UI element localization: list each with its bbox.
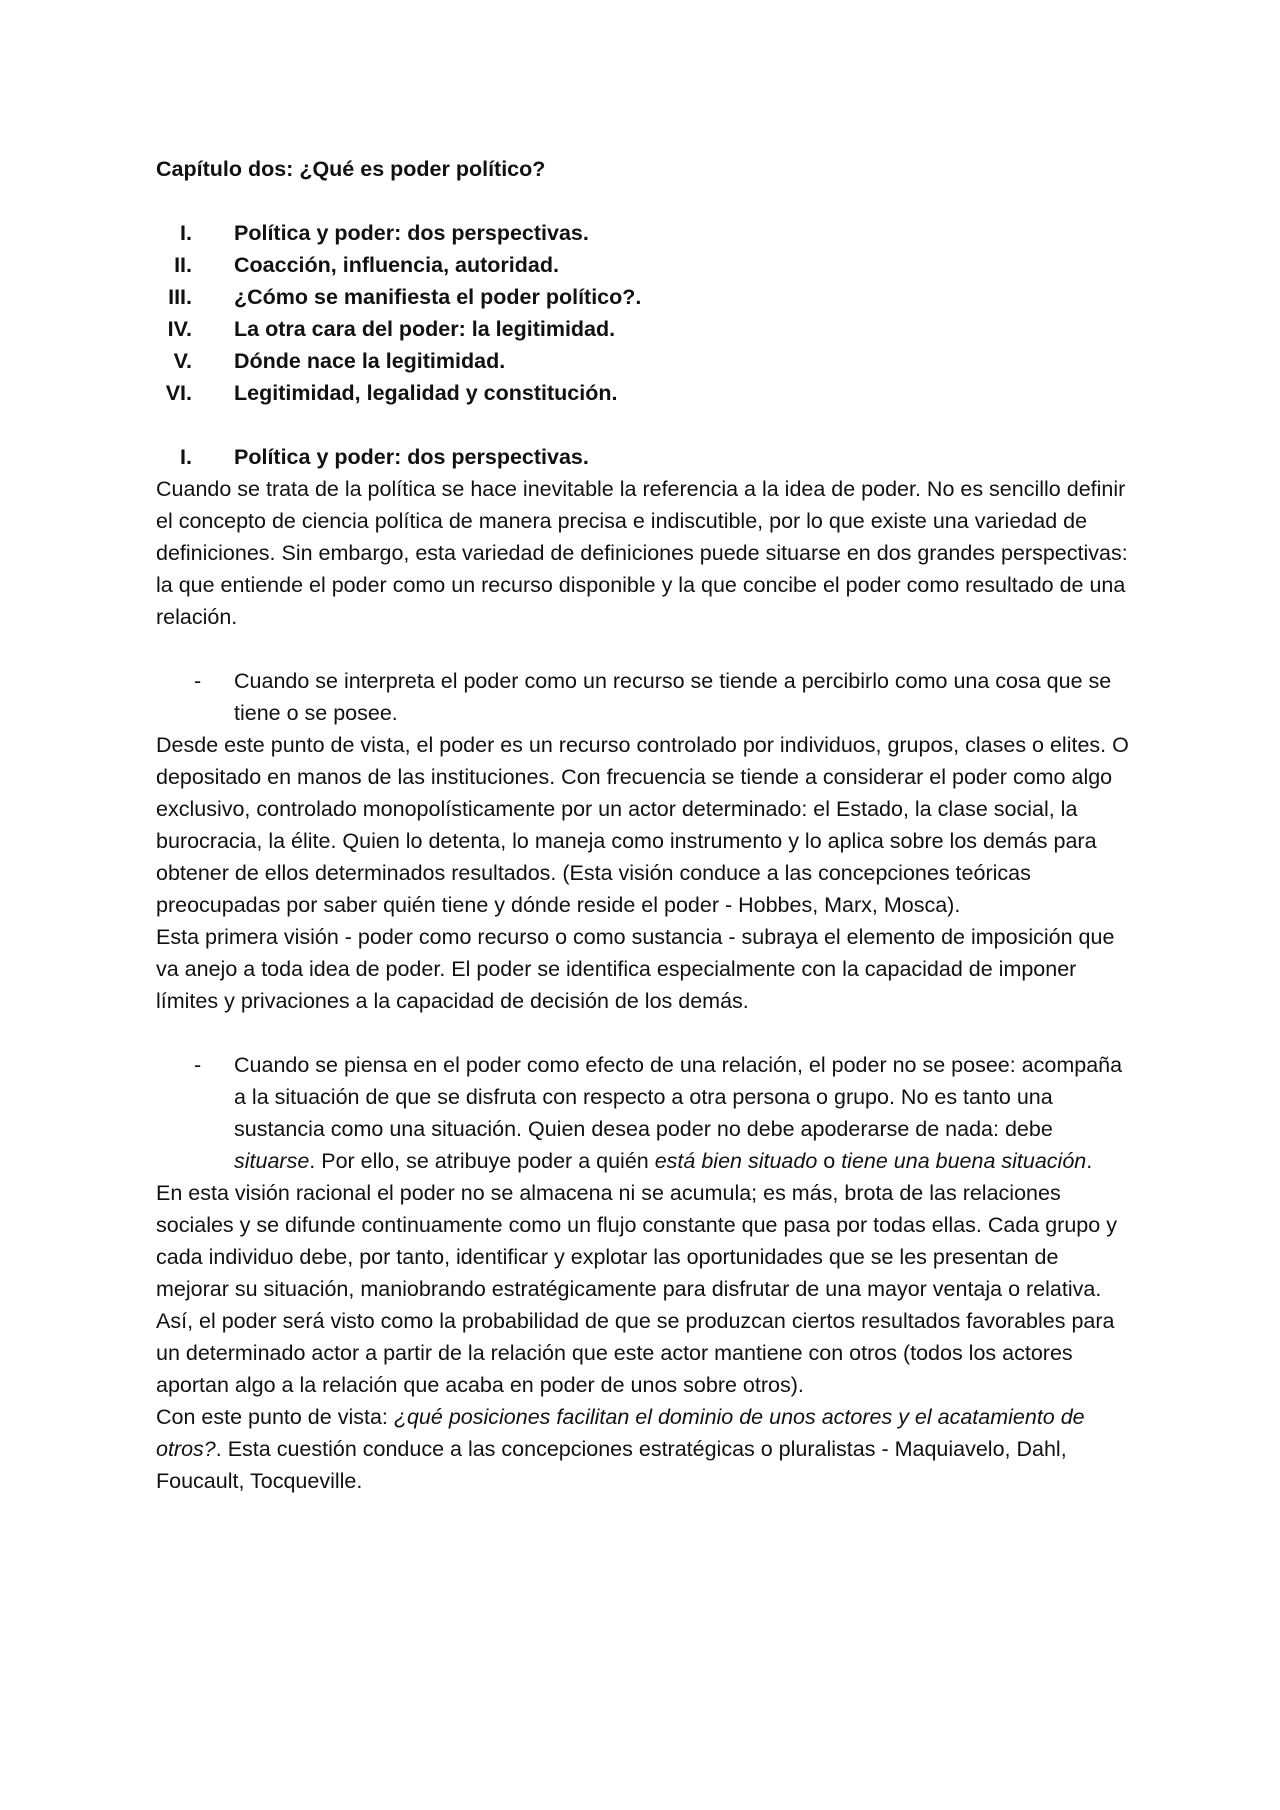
toc-item (156, 217, 1136, 249)
toc-item (156, 281, 1136, 313)
section-numeral: I. (180, 445, 192, 469)
toc-numeral: III. (168, 285, 192, 309)
toc-text: ¿Cómo se manifiesta el poder político?. (234, 285, 642, 309)
toc-item (156, 249, 1136, 281)
bullet-dash: - (194, 669, 202, 693)
toc-numeral: IV. (167, 317, 192, 341)
paragraph: Desde este punto de vista, el poder es un recurso controlado por individuos, grupos, clases o elites. O depositado en manos de las instituciones. Con frecuencia se tiende a considerar el poder como algo exclusivo, controlado monopolísticamente por un actor determinado: el Estado, la clase social, la burocracia, la élite. Quien lo detenta, lo maneja como instrumento y lo aplica sobre los demás para obtener de ellos determinados resultados. (Esta visión conduce a las concepciones teóricas preocupadas por saber quién tiene y dónde reside el poder - Hobbes, Marx, Mosca). (156, 733, 1129, 917)
paragraph-text-part: Con este punto de vista: (156, 1405, 394, 1429)
section-heading-text: Política y poder: dos perspectivas. (234, 445, 589, 469)
toc-text: Coacción, influencia, autoridad. (234, 253, 559, 277)
toc-numeral: I. (180, 221, 192, 245)
emphasis-text: situarse (234, 1149, 310, 1173)
toc-item (156, 313, 1136, 345)
paragraph-text-part: . Esta cuestión conduce a las concepciones estratégicas o pluralistas - Maquiavelo, Dahl, Foucault, Tocqueville. (156, 1437, 1067, 1493)
spacer (156, 633, 1136, 665)
paragraph: Esta primera visión - poder como recurso o como sustancia - subraya el elemento de imposición que va anejo a toda idea de poder. El poder se identifica especialmente con la capacidad de imponer límites y privaciones a la capacidad de decisión de los demás. (156, 925, 1115, 1013)
bullet-item (156, 665, 1136, 729)
chapter-title: Capítulo dos: ¿Qué es poder político? (156, 157, 546, 181)
paragraph: En esta visión racional el poder no se almacena ni se acumula; es más, brota de las relaciones sociales y se difunde continuamente como un flujo constante que pasa por todas ellas. Cada grupo y cada individuo debe, por tanto, identificar y explotar las oportunidades que se les presentan de mejorar su situación, maniobrando estratégicamente para disfrutar de una mayor ventaja o relativa. Así, el poder será visto como la probabilidad de que se produzcan ciertos resultados favorables para un determinado actor a partir de la relación que este actor mantiene con otros (todos los actores aportan algo a la relación que acaba en poder de unos sobre otros). (156, 1181, 1117, 1397)
toc-text: Dónde nace la legitimidad. (234, 349, 506, 373)
section-heading (156, 441, 1136, 473)
emphasis-text: tiene una buena situación (841, 1149, 1087, 1173)
bullet-text-part: . (1086, 1149, 1093, 1173)
emphasis-text: ¿qué posiciones facilitan el dominio de unos actores y el acatamiento de otros? (156, 1405, 1085, 1461)
toc-numeral: V. (173, 349, 192, 373)
bullet-text-part: o (817, 1149, 842, 1173)
toc-numeral: II. (174, 253, 192, 277)
emphasis-text: está bien situado (654, 1149, 818, 1173)
spacer (156, 1017, 1136, 1049)
toc-item (156, 377, 1136, 409)
toc-text: Política y poder: dos perspectivas. (234, 221, 589, 245)
toc-numeral: VI. (165, 381, 192, 405)
bullet-text-part: Cuando se piensa en el poder como efecto de una relación, el poder no se posee: acompaña a la situación de que se disfruta con respecto a otra persona o grupo. No es tanto una sustancia como una situación. Quien desea poder no debe apoderarse de nada: debe (234, 1053, 1123, 1141)
intro-paragraph: Cuando se trata de la política se hace inevitable la referencia a la idea de poder. No es sencillo definir el concepto de ciencia política de manera precisa e indiscutible, por lo que existe una variedad de definiciones. Sin embargo, esta variedad de definiciones puede situarse en dos grandes perspectivas: la que entiende el poder como un recurso disponible y la que concibe el poder como resultado de una relación. (156, 477, 1128, 629)
bullet-dash: - (194, 1053, 202, 1077)
bullet-text-part: . Por ello, se atribuye poder a quién (309, 1149, 655, 1173)
bullet-item (156, 1049, 1136, 1177)
toc-text: Legitimidad, legalidad y constitución. (234, 381, 618, 405)
document-page (156, 153, 1136, 1497)
bullet-text: Cuando se interpreta el poder como un recurso se tiende a percibirlo como una cosa que se tiene o se posee. (234, 669, 1112, 725)
table-of-contents (156, 217, 1136, 409)
toc-text: La otra cara del poder: la legitimidad. (234, 317, 616, 341)
toc-item (156, 345, 1136, 377)
paragraph (156, 1401, 1136, 1497)
